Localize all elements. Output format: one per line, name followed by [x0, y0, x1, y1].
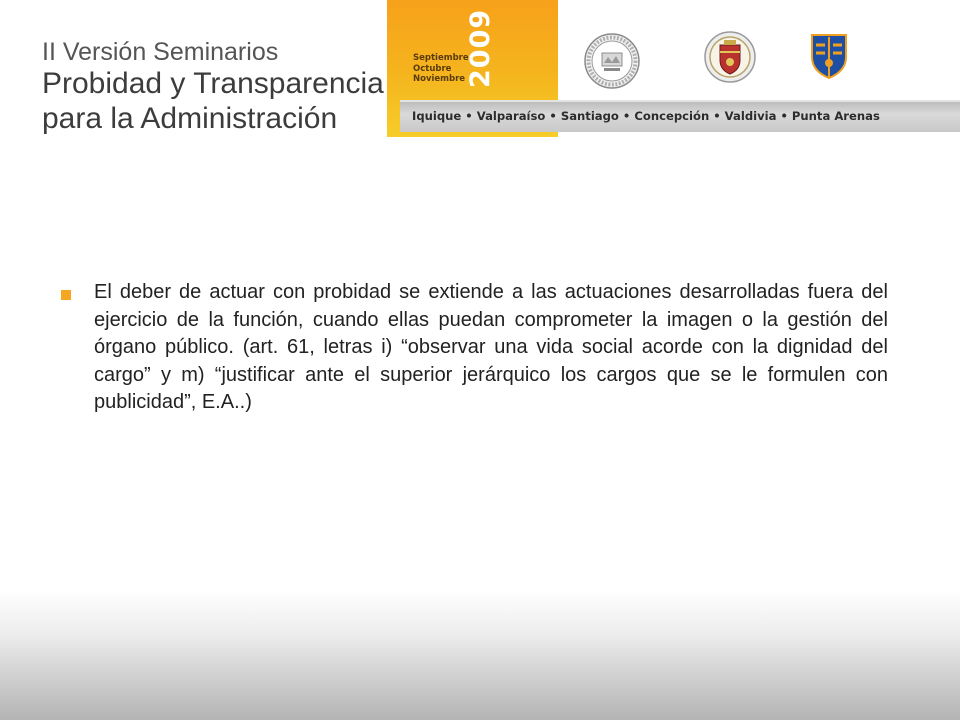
square-bullet-icon: [61, 290, 71, 300]
footer-gradient: [0, 590, 960, 720]
month-label: Octubre: [413, 63, 452, 74]
university-shield-icon: [810, 33, 848, 79]
slide-content: [58, 279, 888, 417]
cities-list: Iquique • Valparaíso • Santiago • Concepción • Valdivia • Punta Arenas: [412, 109, 880, 123]
bullet-text: El deber de actuar con probidad se extiende a las actuaciones desarrolladas fuera del ejercicio de la función, cuando ellas puedan comprometer la imagen o la gestión del órgano público. (art. 61, letras i) “observar una vida social acorde con la dignidad del cargo” y m) “justificar ante el superior jerárquico los cargos que se le formulen con publicidad”, E.A..): [94, 281, 888, 414]
month-label: Septiembre: [413, 53, 469, 63]
seminar-subtitle: II Versión Seminarios: [42, 38, 279, 66]
seminar-title-line2: para la Administración: [42, 102, 338, 135]
bullet-item: [58, 279, 888, 417]
contraloria-seal-icon: [584, 33, 640, 89]
seminar-title-block: [42, 38, 384, 136]
month-label: Noviembre: [413, 74, 466, 84]
months-list: [413, 53, 469, 85]
university-seal-icon: [704, 30, 756, 84]
cities-bar: [400, 100, 960, 132]
year-label: 2009: [465, 8, 496, 88]
seminar-title-line1: Probidad y Transparencia: [42, 67, 384, 100]
